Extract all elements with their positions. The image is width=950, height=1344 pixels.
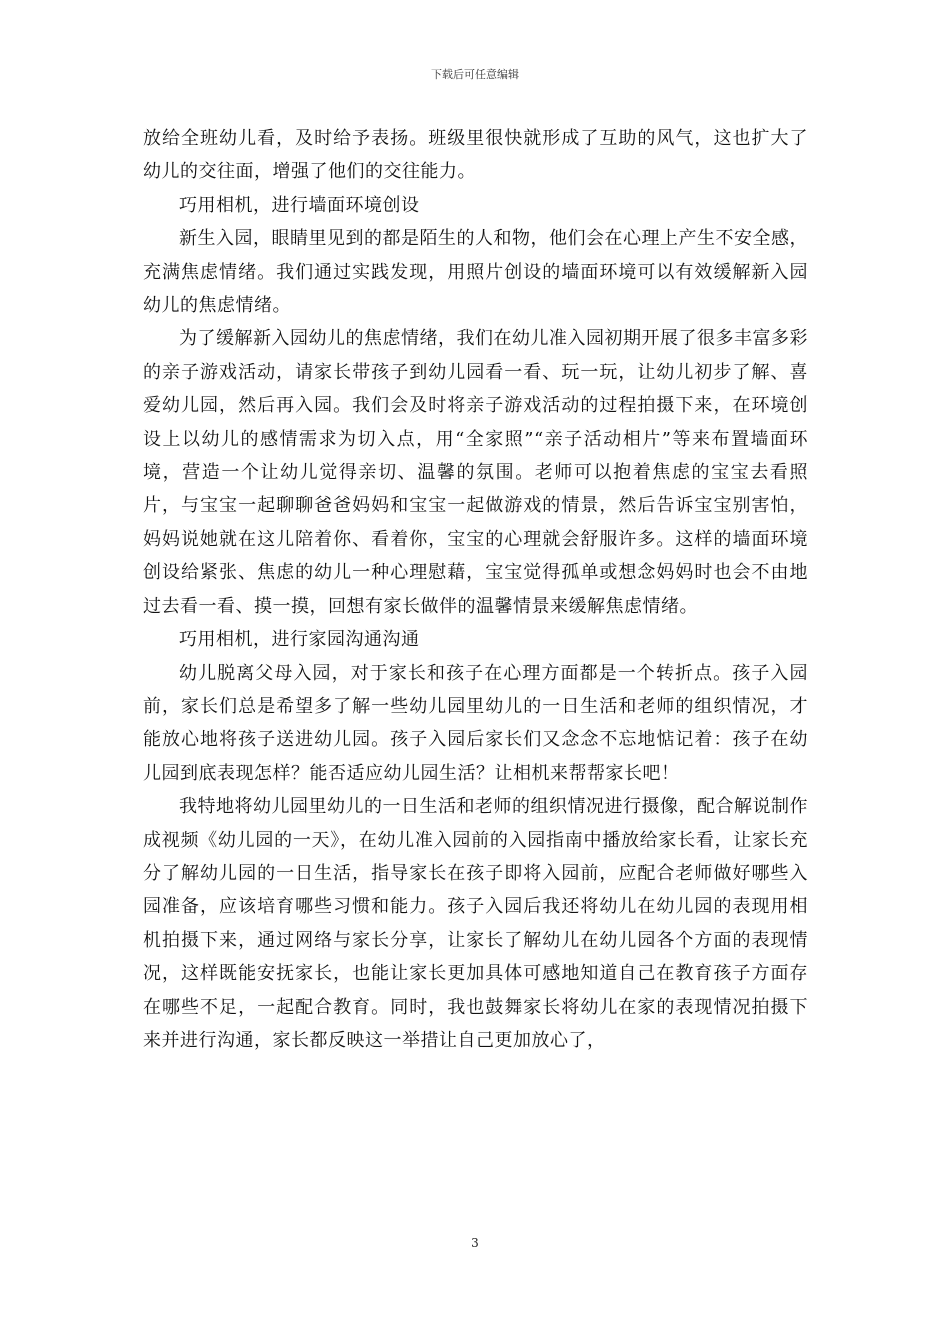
paragraph-4: 幼儿脱离父母入园，对于家长和孩子在心理方面都是一个转折点。孩子入园前，家长们总是希望多了解一些幼儿园里幼儿的一日生活和老师的组织情况，才能放心地将孩子送进幼儿园。孩子入园后家长们又念念不忘地惦记着：孩子在幼儿园到底表现怎样？能否适应幼儿园生活？让相机来帮帮家长吧！ — [143, 662, 808, 784]
paragraph-1: 放给全班幼儿看，及时给予表扬。班级里很快就形成了互助的风气，这也扩大了幼儿的交往面，增强了他们的交往能力。 — [143, 128, 808, 183]
page-number: 3 — [471, 1236, 479, 1250]
section-heading-home-school-communication: 巧用相机，进行家园沟通沟通 — [179, 629, 420, 651]
body-text — [143, 122, 808, 1057]
paragraph-3: 为了缓解新入园幼儿的焦虑情绪，我们在幼儿准入园初期开展了很多丰富多彩的亲子游戏活动，请家长带孩子到幼儿园看一看、玩一玩，让幼儿初步了解、喜爱幼儿园，然后再入园。我们会及时将亲子游戏活动的过程拍摄下来，在环境创设上以幼儿的感情需求为切入点，用“全家照”“亲子活动相片”等来布置墙面环境，营造一个让幼儿觉得亲切、温馨的氛围。老师可以抱着焦虑的宝宝去看照片，与宝宝一起聊聊爸爸妈妈和宝宝一起做游戏的情景，然后告诉宝宝别害怕，妈妈说她就在这儿陪着你、看着你，宝宝的心理就会舒服许多。这样的墙面环境创设给紧张、焦虑的幼儿一种心理慰藉，宝宝觉得孤单或想念妈妈时也会不由地过去看一看、摸一摸，回想有家长做伴的温馨情景来缓解焦虑情绪。 — [143, 328, 808, 617]
section-heading-wall-environment: 巧用相机，进行墙面环境创设 — [179, 194, 420, 216]
page-header: 下载后可任意编辑 — [431, 68, 519, 81]
paragraph-5: 我特地将幼儿园里幼儿的一日生活和老师的组织情况进行摄像，配合解说制作成视频《幼儿园的一天》，在幼儿准入园前的入园指南中播放给家长看，让家长充分了解幼儿园的一日生活，指导家长在孩子即将入园前，应配合老师做好哪些入园准备，应该培育哪些习惯和能力。孩子入园后我还将幼儿在幼儿园的表现用相机拍摄下来，通过网络与家长分享，让家长了解幼儿在幼儿园各个方面的表现情况，这样既能安抚家长，也能让家长更加具体可感地知道自己在教育孩子方面存在哪些不足，一起配合教育。同时，我也鼓舞家长将幼儿在家的表现情况拍摄下来并进行沟通，家长都反映这一举措让自己更加放心了， — [143, 796, 808, 1051]
paragraph-2: 新生入园，眼睛里见到的都是陌生的人和物，他们会在心理上产生不安全感，充满焦虑情绪。我们通过实践发现，用照片创设的墙面环境可以有效缓解新入园幼儿的焦虑情绪。 — [143, 228, 808, 317]
